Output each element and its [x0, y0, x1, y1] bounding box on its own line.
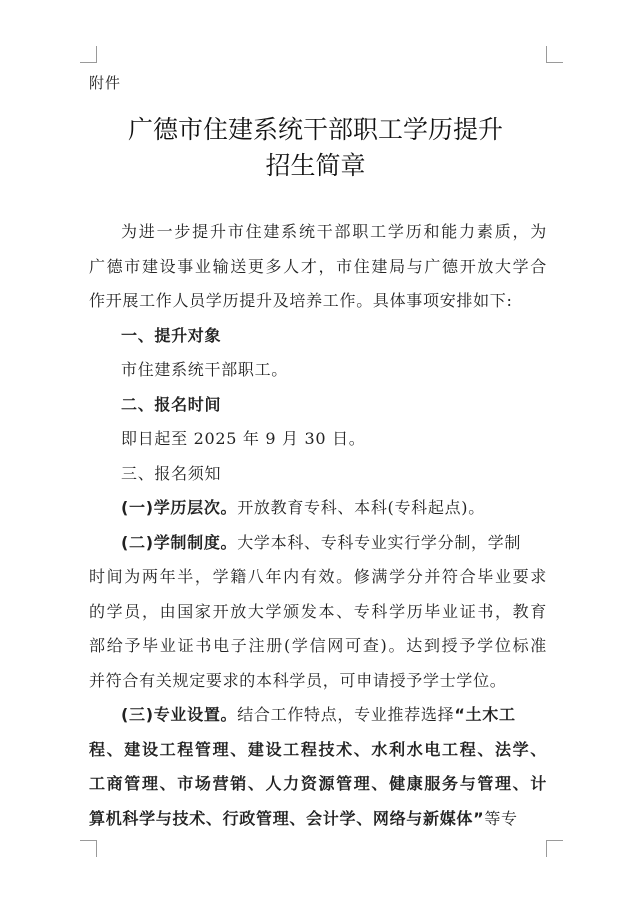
- item2-text-1: 大学本科、专科专业实行学分制，学制: [237, 532, 522, 552]
- section1-heading: 一、提升对象: [121, 325, 222, 345]
- item1-label: (一)学历层次。: [121, 498, 238, 517]
- intro-line-2: 广德市建设事业输送更多人才，市住建局与广德开放大学合: [89, 256, 547, 276]
- item2-line-2: 时间为两年半，学籍八年内有效。修满学分并符合毕业要求: [89, 567, 547, 586]
- item3-line-4: [89, 802, 547, 837]
- item3-text-4: 等专: [484, 808, 518, 828]
- intro-line-3: 作开展工作人员学历提升及培养工作。具体事项安排如下:: [89, 291, 513, 310]
- item1-text: 开放教育专科、本科(专科起点)。: [237, 498, 485, 517]
- document-body: [89, 215, 547, 836]
- item2-line-5: 并符合有关规定要求的本科学员，可申请授予学士学位。: [89, 670, 507, 690]
- item3-label: (三)专业设置。: [121, 705, 238, 724]
- crop-mark-top-left: [80, 46, 97, 63]
- item3-bold-1: “土木工: [454, 705, 516, 724]
- crop-mark-top-right: [546, 46, 563, 63]
- document-title-line1: 广德市住建系统干部职工学历提升: [127, 115, 503, 144]
- item2-line-3: 的学员，由国家开放大学颁发本、专科学历毕业证书，教育: [89, 601, 547, 621]
- item3-line-1: [89, 698, 547, 733]
- section3-heading: 三、报名须知: [121, 463, 222, 483]
- document-title-line2: 招生简章: [265, 151, 366, 180]
- item2-line-1: [89, 526, 547, 561]
- section2-heading: 二、报名时间: [121, 394, 222, 414]
- item2-line-4: 部给予毕业证书电子注册(学信网可查)。达到授予学位标准: [89, 636, 547, 655]
- item2-label: (二)学制制度。: [121, 532, 238, 552]
- intro-line-1: 为进一步提升市住建系统干部职工学历和能力素质，为: [121, 222, 547, 241]
- item3-line-3: 工商管理、市场营销、人力资源管理、健康服务与管理、计: [89, 774, 547, 793]
- crop-mark-bottom-left: [80, 840, 97, 857]
- attachment-label: 附件: [89, 74, 122, 92]
- item3-bold-4: 算机科学与技术、行政管理、会计学、网络与新媒体”: [89, 808, 485, 828]
- section2-body: 即日起至 2025 年 9 月 30 日。: [121, 429, 366, 448]
- crop-mark-bottom-right: [546, 840, 563, 857]
- item3-text-1: 结合工作特点，专业推荐选择: [237, 705, 455, 724]
- section1-body: 市住建系统干部职工。: [121, 360, 289, 379]
- item3-line-2: 程、建设工程管理、建设工程技术、水利水电工程、法学、: [89, 739, 547, 759]
- item1-paragraph: [89, 491, 547, 526]
